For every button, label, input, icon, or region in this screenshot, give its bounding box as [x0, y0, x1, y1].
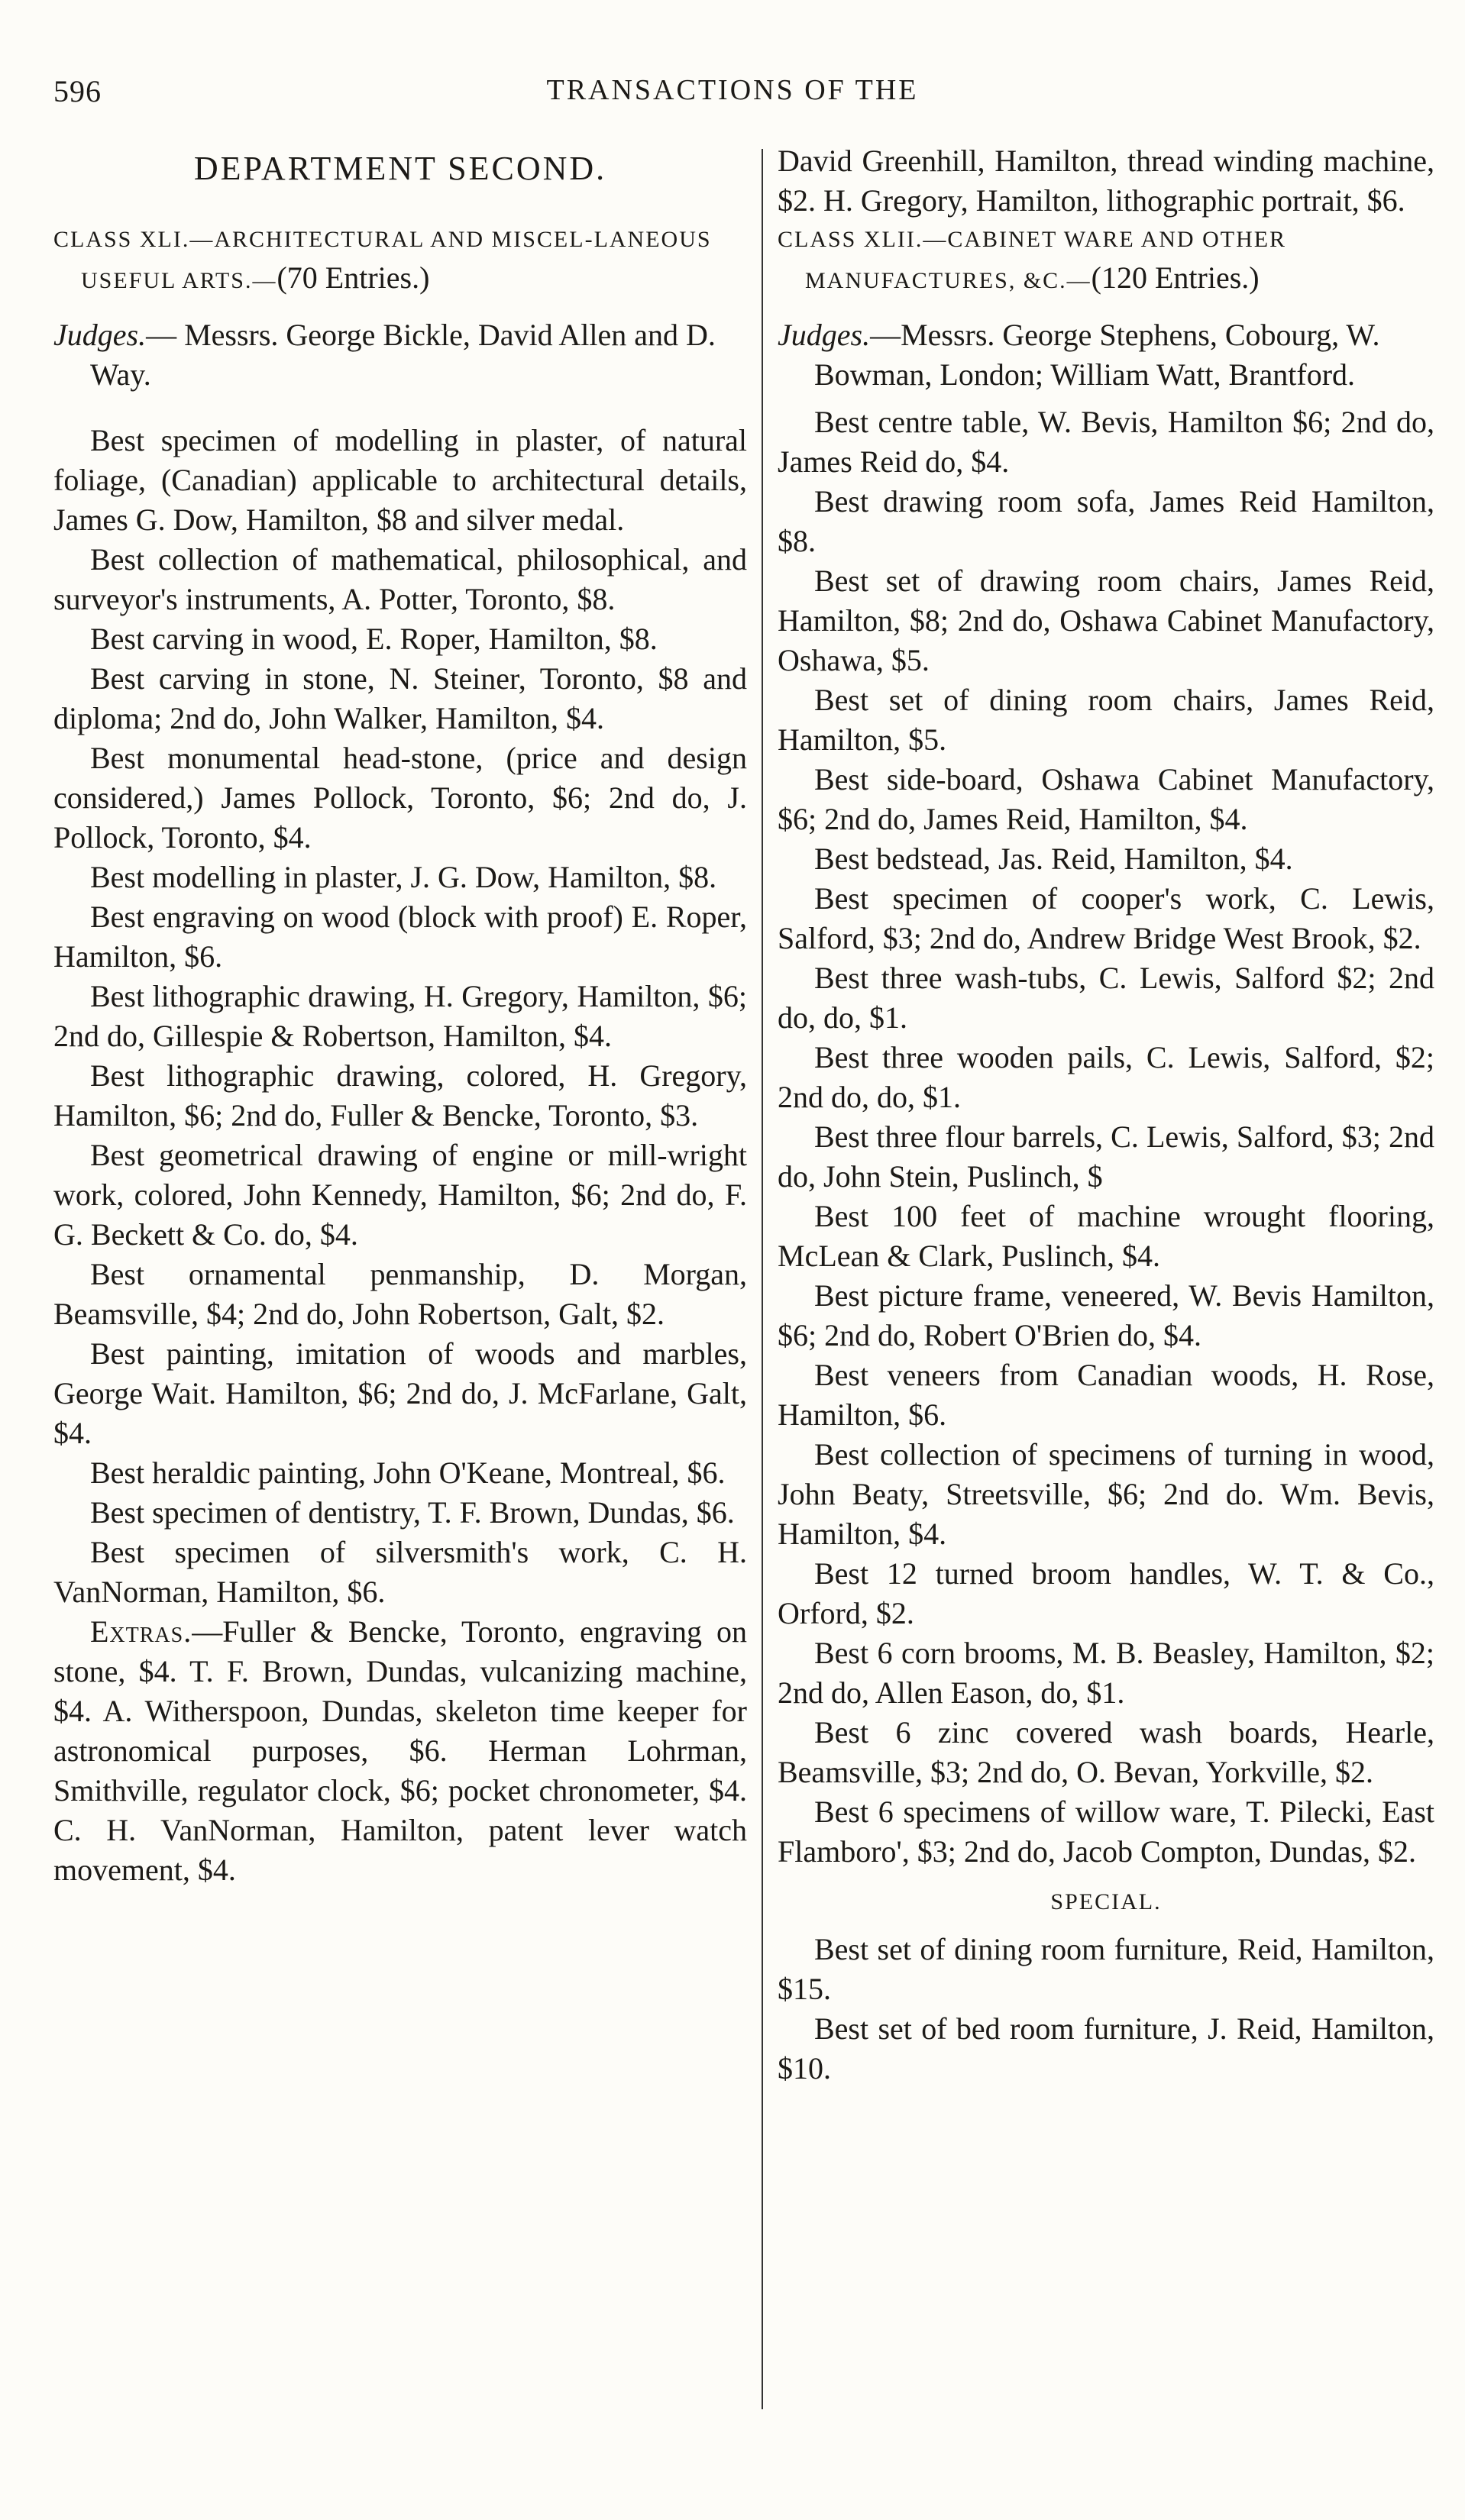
extras-label: Extras. [90, 1614, 192, 1649]
award-entry: Best specimen of modelling in plaster, of natural foliage, (Canadian) applicable to architectural details, James G. Dow, Hamilton, $8 and silver medal. [53, 423, 747, 537]
award-entry: Best specimen of silversmith's work, C. H. VanNorman, Hamilton, $6. [53, 1535, 747, 1609]
award-entry: Best centre table, W. Bevis, Hamilton $6; 2nd do, James Reid do, $4. [778, 405, 1434, 479]
extras-paragraph [53, 1612, 747, 1890]
award-entry: Best three flour barrels, C. Lewis, Salford, $3; 2nd do, John Stein, Puslinch, $ [778, 1119, 1434, 1194]
award-entry: Best engraving on wood (block with proof) E. Roper, Hamilton, $6. [53, 900, 747, 974]
award-entry: Best carving in wood, E. Roper, Hamilton, $8. [90, 622, 658, 656]
award-entry: Best specimen of dentistry, T. F. Brown, Dundas, $6. [90, 1495, 735, 1530]
class-heading-text: CLASS XLII.—CABINET WARE AND OTHER MANUFACTURES, &C.— [778, 227, 1287, 293]
special-entry: Best set of bed room furniture, J. Reid, Hamilton, $10. [778, 2011, 1434, 2085]
award-entry: Best collection of specimens of turning in wood, John Beaty, Streetsville, $6; 2nd do. Wm. Bevis, Hamilton, $4. [778, 1437, 1434, 1551]
award-entry: Best 6 corn brooms, M. B. Beasley, Hamilton, $2; 2nd do, Allen Eason, do, $1. [778, 1636, 1434, 1710]
award-entry: Best modelling in plaster, J. G. Dow, Hamilton, $8. [90, 860, 717, 894]
award-entry: Best bedstead, Jas. Reid, Hamilton, $4. [814, 842, 1293, 876]
extras-text: —Fuller & Bencke, Toronto, engraving on stone, $4. T. F. Brown, Dundas, vulcanizing machine, $4. A. Witherspoon, Dundas, skeleton time keeper for astronomical purposes, $6. Herman Lohrman, Smithville, regulator clock, $6; pocket chronometer, $4. C. H. VanNorman, Hamilton, patent lever watch movement, $4. [53, 1614, 747, 1887]
award-entry: Best painting, imitation of woods and marbles, George Wait. Hamilton, $6; 2nd do, J. McFarlane, Galt, $4. [53, 1336, 747, 1450]
judges-label: Judges. [53, 318, 147, 352]
judges-label: Judges. [778, 318, 871, 352]
award-entry: Best collection of mathematical, philosophical, and surveyor's instruments, A. Potter, Toronto, $8. [53, 542, 747, 616]
award-entry: Best set of dining room chairs, James Reid, Hamilton, $5. [778, 683, 1434, 757]
award-entry: Best lithographic drawing, H. Gregory, Hamilton, $6; 2nd do, Gillespie & Robertson, Hamilton, $4. [53, 979, 747, 1053]
award-entry: Best three wooden pails, C. Lewis, Salford, $2; 2nd do, do, $1. [778, 1040, 1434, 1114]
award-entry: Best 6 zinc covered wash boards, Hearle, Beamsville, $3; 2nd do, O. Bevan, Yorkville, $2. [778, 1715, 1434, 1789]
column-divider [762, 149, 763, 2409]
judges-names: —Messrs. George Stephens, Cobourg, W. Bowman, London; William Watt, Brantford. [814, 318, 1380, 392]
award-entry: Best ornamental penmanship, D. Morgan, Beamsville, $4; 2nd do, John Robertson, Galt, $2. [53, 1257, 747, 1331]
class-heading-xlii [778, 221, 1434, 300]
award-entry: Best monumental head-stone, (price and design considered,) James Pollock, Toronto, $6; 2nd do, J. Pollock, Toronto, $4. [53, 741, 747, 855]
special-heading: SPECIAL. [1050, 1889, 1162, 1914]
page-number: 596 [53, 74, 102, 108]
judges-line [53, 315, 747, 395]
award-entry: Best heraldic painting, John O'Keane, Montreal, $6. [90, 1455, 726, 1490]
special-entry: Best set of dining room furniture, Reid, Hamilton, $15. [778, 1932, 1434, 2006]
award-entry: Best side-board, Oshawa Cabinet Manufactory, $6; 2nd do, James Reid, Hamilton, $4. [778, 762, 1434, 836]
award-entry: Best specimen of cooper's work, C. Lewis, Salford, $3; 2nd do, Andrew Bridge West Brook, $2. [778, 881, 1434, 955]
judges-line [778, 315, 1434, 395]
award-entry: Best carving in stone, N. Steiner, Toronto, $8 and diploma; 2nd do, John Walker, Hamilton, $4. [53, 661, 747, 735]
left-column [53, 141, 747, 1890]
award-entry: Best three wash-tubs, C. Lewis, Salford $2; 2nd do, do, $1. [778, 961, 1434, 1035]
award-entry: Best picture frame, veneered, W. Bevis Hamilton, $6; 2nd do, Robert O'Brien do, $4. [778, 1278, 1434, 1352]
award-entry: Best veneers from Canadian woods, H. Rose, Hamilton, $6. [778, 1358, 1434, 1432]
right-column [778, 141, 1434, 2089]
award-entry: Best lithographic drawing, colored, H. Gregory, Hamilton, $6; 2nd do, Fuller & Bencke, Toronto, $3. [53, 1058, 747, 1132]
class-heading-text: CLASS XLI.—ARCHITECTURAL AND MISCEL-LANEOUS USEFUL ARTS.— [53, 227, 712, 293]
class-entry-count: (120 Entries.) [1091, 260, 1260, 295]
running-title: TRANSACTIONS OF THE [546, 74, 919, 106]
class-entry-count: (70 Entries.) [277, 260, 430, 295]
class-heading-xli [53, 221, 747, 300]
running-head [53, 73, 1412, 119]
continued-entry: David Greenhill, Hamilton, thread winding machine, $2. H. Gregory, Hamilton, lithographic portrait, $6. [778, 144, 1434, 218]
judges-names: — Messrs. George Bickle, David Allen and D. Way. [90, 318, 716, 392]
award-entry: Best geometrical drawing of engine or mill-wright work, colored, John Kennedy, Hamilton, $6; 2nd do, F. G. Beckett & Co. do, $4. [53, 1138, 747, 1252]
award-entry: Best 12 turned broom handles, W. T. & Co., Orford, $2. [778, 1556, 1434, 1630]
award-entry: Best drawing room sofa, James Reid Hamilton, $8. [778, 484, 1434, 558]
award-entry: Best 100 feet of machine wrought flooring, McLean & Clark, Puslinch, $4. [778, 1199, 1434, 1273]
department-title: DEPARTMENT SECOND. [193, 150, 607, 187]
award-entry: Best 6 specimens of willow ware, T. Pilecki, East Flamboro', $3; 2nd do, Jacob Compton, Dundas, $2. [778, 1795, 1434, 1869]
award-entry: Best set of drawing room chairs, James Reid, Hamilton, $8; 2nd do, Oshawa Cabinet Manufactory, Oshawa, $5. [778, 564, 1434, 677]
